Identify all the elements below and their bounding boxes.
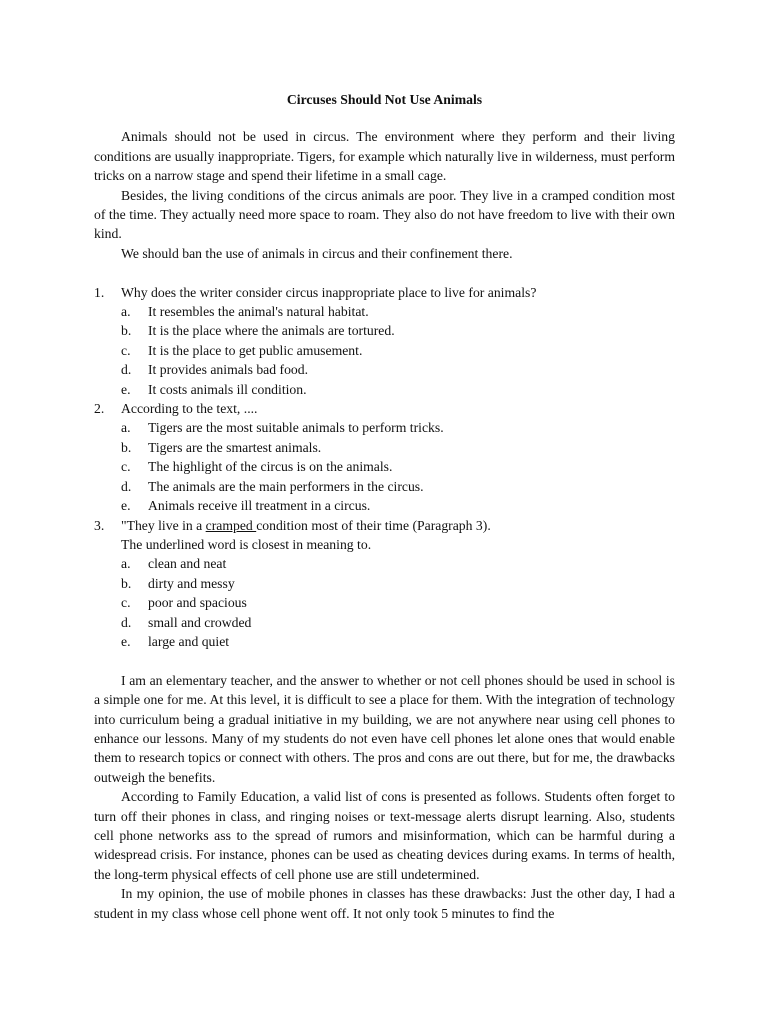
option-text: It is the place to get public amusement. [148, 342, 363, 358]
option-item [121, 613, 675, 632]
option-list [121, 302, 675, 399]
option-letter: a. [121, 304, 131, 320]
question-number: 1. [94, 284, 105, 300]
passage2-paragraph-2: According to Family Education, a valid list of cons is presented as follows. Students often forget to turn off their phones in class, and ringing noises or text-message alerts disrupt learning. Also, students cell phone networks ass to the spread of rumors and misinformation, which can be harmful during a widespread crisis. For instance, phones can be used as cheating devices during exams. In terms of health, the long-term physical effects of cell phone use are still undetermined. [94, 789, 675, 882]
option-item [121, 321, 675, 340]
option-text: It is the place where the animals are tortured. [148, 323, 395, 339]
option-item [121, 418, 675, 437]
spacer [94, 263, 675, 282]
option-text: large and quiet [148, 633, 230, 649]
option-item [121, 341, 675, 360]
option-text: Animals receive ill treatment in a circus. [148, 498, 371, 514]
question-text: Why does the writer consider circus inappropriate place to live for animals? [121, 284, 537, 300]
passage1-paragraph-2: Besides, the living conditions of the circus animals are poor. They live in a cramped condition most of the time. They actually need more space to roam. They also do not have freedom to live with their own kind. [94, 187, 675, 242]
passage2-paragraph-3: In my opinion, the use of mobile phones in classes has these drawbacks: Just the other day, I had a student in my class whose cell phone went off. It not only took 5 minutes to find the [94, 886, 675, 921]
option-letter: e. [121, 381, 131, 397]
question-3 [94, 516, 675, 652]
question-1 [94, 283, 675, 399]
question-number: 2. [94, 401, 105, 417]
option-letter: c. [121, 459, 131, 475]
question-text-after: condition most of their time (Paragraph 3). [256, 517, 491, 533]
question-text-before: "They live in a [121, 517, 206, 533]
option-item [121, 593, 675, 612]
option-letter: a. [121, 420, 131, 436]
question-list [94, 283, 675, 652]
passage1-paragraph-3: We should ban the use of animals in circus and their confinement there. [121, 245, 513, 261]
option-letter: c. [121, 342, 131, 358]
option-text: The highlight of the circus is on the animals. [148, 459, 393, 475]
passage2-paragraph-1: I am an elementary teacher, and the answer to whether or not cell phones should be used in school is a simple one for me. At this level, it is difficult to see a place for them. With the integration of technology into curriculum being a gradual initiative in my building, we are not anywhere near using cell phones to enhance our lessons. Many of my students do not even have cell phones let alone ones that would enable them to research topics or connect with others. The pros and cons are out there, but for me, the drawbacks outweigh the benefits. [94, 672, 675, 785]
option-item [121, 632, 675, 651]
option-letter: e. [121, 633, 131, 649]
question-text-line2: The underlined word is closest in meaning to. [121, 536, 372, 552]
option-letter: b. [121, 439, 132, 455]
option-text: small and crowded [148, 614, 252, 630]
option-text: The animals are the main performers in the circus. [148, 478, 424, 494]
option-letter: e. [121, 498, 131, 514]
option-text: clean and neat [148, 556, 227, 572]
option-item [121, 380, 675, 399]
option-item [121, 496, 675, 515]
option-letter: b. [121, 575, 132, 591]
option-item [121, 554, 675, 573]
option-letter: a. [121, 556, 131, 572]
option-text: poor and spacious [148, 595, 247, 611]
option-letter: b. [121, 323, 132, 339]
option-text: Tigers are the smartest animals. [148, 439, 322, 455]
option-item [121, 574, 675, 593]
document-title: Circuses Should Not Use Animals [286, 92, 483, 107]
question-number: 3. [94, 517, 105, 533]
option-list [121, 554, 675, 651]
question-2 [94, 399, 675, 515]
option-letter: c. [121, 595, 131, 611]
passage1-paragraph-1: Animals should not be used in circus. The environment where they perform and their living conditions are usually inappropriate. Tigers, for example which naturally live in wilderness, must perform tricks on a narrow stage and spend their lifetime in a small cage. [94, 129, 675, 184]
option-list [121, 418, 675, 515]
option-text: dirty and messy [148, 575, 235, 591]
option-text: Tigers are the most suitable animals to perform tricks. [148, 420, 444, 436]
option-item [121, 477, 675, 496]
option-letter: d. [121, 362, 132, 378]
option-text: It provides animals bad food. [148, 362, 309, 378]
option-item [121, 438, 675, 457]
option-text: It costs animals ill condition. [148, 381, 307, 397]
option-letter: d. [121, 478, 132, 494]
underlined-word: cramped [205, 517, 257, 533]
document-page [94, 90, 675, 923]
option-letter: d. [121, 614, 132, 630]
spacer [94, 651, 675, 670]
option-item [121, 457, 675, 476]
question-text: According to the text, .... [121, 401, 258, 417]
option-text: It resembles the animal's natural habitat. [148, 304, 369, 320]
question-text [121, 516, 675, 535]
option-item [121, 302, 675, 321]
option-item [121, 360, 675, 379]
